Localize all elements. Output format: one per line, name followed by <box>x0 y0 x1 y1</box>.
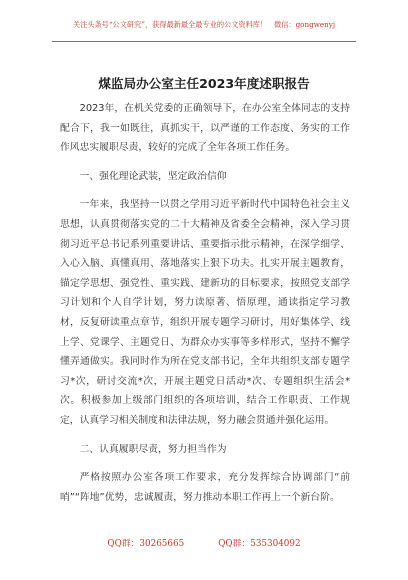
document-body <box>60 99 350 507</box>
document-title: 煤监局办公室主任2023年度述职报告 <box>98 76 310 91</box>
footer <box>0 536 408 549</box>
section-heading-2: 二、认真履职尽责，努力担当作为 <box>79 443 227 455</box>
header-wechat-text: 微信：gongwenyj <box>274 20 336 29</box>
section-heading-1: 一、强化理论武装，坚定政治信仰 <box>79 170 227 182</box>
footer-qq-group-1: QQ群：30265665 <box>107 539 185 549</box>
paragraph-intro: 2023年，在机关党委的正确领导下，在办公室全体同志的支持配合下，我一如既往，真抓实干，以严谨的工作态度、务实的工作作风忠实履职尽责，较好的完成了全年各项工作任务。 <box>60 103 350 154</box>
header-promo-text: 关注头条号“公文研究”，获得最新最全最专业的公文资料库！ <box>72 20 268 29</box>
paragraph-section-2: 严格按照办公室各项工作要求，充分发挥综合协调部门“前哨”“阵地”优势，忠诚履责，努力推动本职工作再上一个新台阶。 <box>60 472 350 503</box>
footer-qq-group-2: QQ群：535304092 <box>218 539 301 549</box>
header-banner <box>12 20 396 30</box>
header-divider <box>52 41 356 42</box>
paragraph-section-1: 一年来，我坚持一以贯之学用习近平新时代中国特色社会主义思想，认真贯彻落实党的二十大精神及省委全会精神，深入学习贯彻习近平总书记系列重要讲话、重要指示批示精神，在深学细学、入心入脑、真懂真用、落地落实上狠下功夫。扎实开展主题教育，锚定学思想、强党性、重实践、建新功的目标要求，按照党支部学习计划和个人自学计划，努力读原著、悟原理，通读指定学习教材，反复研读重点章节，组织开展专题学习研讨，用好集体学、线上学、党课学、主题党日、为群众办实事等多样形式，坚持不懈学懂弄通做实。我同时作为所在党支部书记，全年共组织支部专题学习*次，研讨交流*次，开展主题党日活动*次、专题组织生活会*次。积极参加上级部门组织的各项培训，结合工作职责、工作规定，认真学习相关制度和法律法规，努力融会贯通并强化运用。 <box>60 199 350 426</box>
